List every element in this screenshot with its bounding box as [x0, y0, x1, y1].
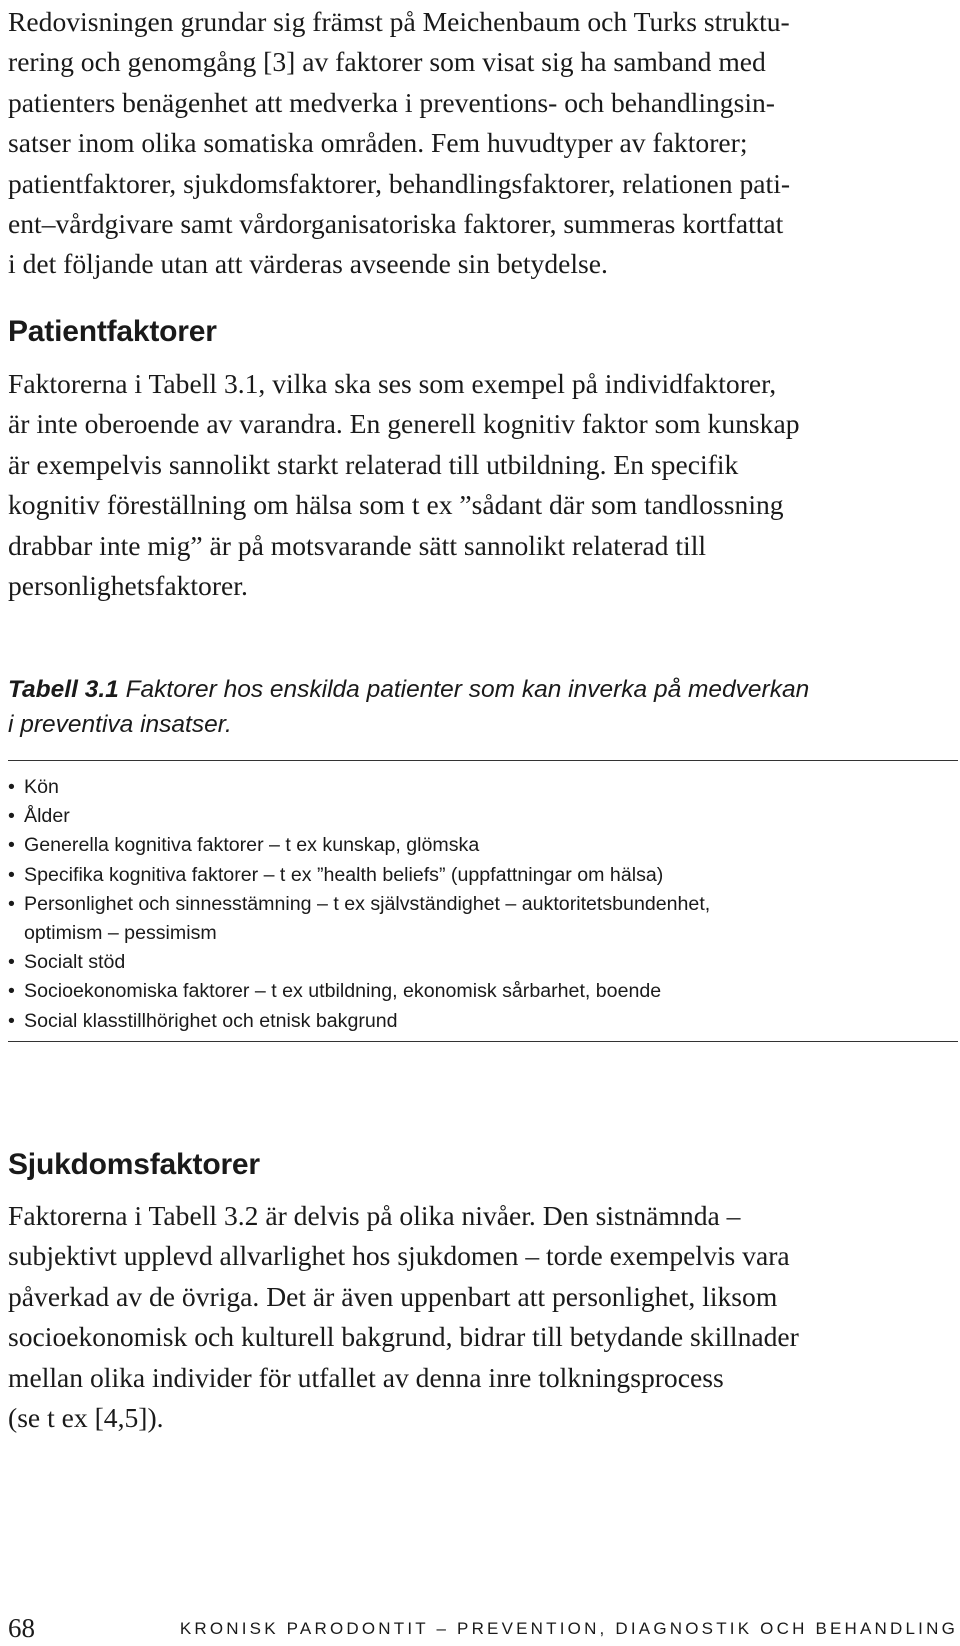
text-line: patienters benägenhet att medverka i preventions- och behandlingsin- [8, 86, 775, 118]
list-item: • Kön [8, 773, 958, 802]
text-line: kognitiv föreställning om hälsa som t ex ”sådant där som tandlossning [8, 489, 784, 521]
table-top-rule [8, 760, 958, 761]
book-page [8, 0, 958, 1646]
bullet-icon: • [8, 776, 15, 798]
text-line: påverkad av de övriga. Det är även uppenbart att personlighet, liksom [8, 1280, 778, 1312]
table-caption-line1: Faktorer hos enskilda patienter som kan inverka på medverkan [125, 676, 810, 703]
bullet-icon: • [8, 805, 15, 828]
text-line: i det följande utan att värderas avseende sin betydelse. [8, 248, 608, 280]
list-item: • Socioekonomiska faktorer – t ex utbildning, ekonomisk sårbarhet, boende [8, 977, 958, 1006]
list-item: • Generella kognitiva faktorer – t ex kunskap, glömska [8, 831, 958, 860]
list-item: • Specifika kognitiva faktorer – t ex ”health beliefs” (uppfattningar om hälsa) [8, 861, 958, 890]
table-label: Tabell 3.1 [8, 676, 119, 703]
bullet-icon: • [8, 1009, 15, 1032]
list-item: • Personlighet och sinnesstämning – t ex självständighet – auktoritetsbundenhet, optimism – pessimism [8, 890, 958, 948]
table-caption-line2: i preventiva insatser. [8, 711, 232, 738]
text-line: Faktorerna i Tabell 3.2 är delvis på olika nivåer. Den sistnämnda – [8, 1200, 741, 1231]
bullet-icon: • [8, 892, 15, 915]
text-line: drabbar inte mig” är på motsvarande sätt sannolikt relaterad till [8, 529, 707, 561]
bullet-icon: • [8, 980, 15, 1003]
text-line: är inte oberoende av varandra. En generell kognitiv faktor som kunskap [8, 408, 800, 440]
list-item: • Socialt stöd [8, 948, 958, 977]
bullet-icon: • [8, 951, 15, 974]
page-footer [8, 1612, 958, 1646]
running-title: KRONISK PARODONTIT – PREVENTION, DIAGNOSTIK OCH BEHANDLING [179, 1619, 958, 1638]
text-line: rering och genomgång [3] av faktorer som visat sig ha samband med [8, 46, 766, 78]
factor-list [8, 773, 958, 1036]
section-heading-sjukdomsfaktorer: Sjukdomsfaktorer [8, 1148, 260, 1181]
list-item: • Ålder [8, 802, 958, 831]
text-line: mellan olika individer för utfallet av denna inre tolkningsprocess [8, 1361, 724, 1393]
text-line: subjektivt upplevd allvarlighet hos sjukdomen – torde exempelvis vara [8, 1240, 790, 1272]
intro-paragraph [8, 2, 958, 285]
text-line: patientfaktorer, sjukdomsfaktorer, behandlingsfaktorer, relationen pati- [8, 167, 791, 199]
text-line: socioekonomisk och kulturell bakgrund, bidrar till betydande skillnader [8, 1321, 799, 1353]
patient-paragraph [8, 364, 958, 606]
bullet-icon: • [8, 863, 15, 886]
list-item-continuation: optimism – pessimism [24, 922, 217, 945]
text-line: Faktorerna i Tabell 3.1, vilka ska ses som exempel på individfaktorer, [8, 368, 777, 399]
table-caption [8, 672, 958, 742]
list-item: • Social klasstillhörighet och etnisk bakgrund [8, 1007, 958, 1036]
text-line: personlighetsfaktorer. [8, 570, 248, 602]
text-line: satser inom olika somatiska områden. Fem huvudtyper av faktorer; [8, 127, 748, 159]
bullet-icon: • [8, 834, 15, 857]
table-bottom-rule [8, 1041, 958, 1042]
sjukdom-paragraph [8, 1196, 958, 1438]
text-line: Redovisningen grundar sig främst på Meichenbaum och Turks struktu- [8, 6, 790, 37]
text-line: är exempelvis sannolikt starkt relaterad till utbildning. En specifik [8, 448, 739, 480]
section-heading-patientfaktorer: Patientfaktorer [8, 315, 217, 348]
page-number: 68 [8, 1613, 35, 1643]
text-line: ent–vårdgivare samt vårdorganisatoriska faktorer, summeras kortfattat [8, 208, 784, 240]
text-line: (se t ex [4,5]). [8, 1402, 164, 1434]
